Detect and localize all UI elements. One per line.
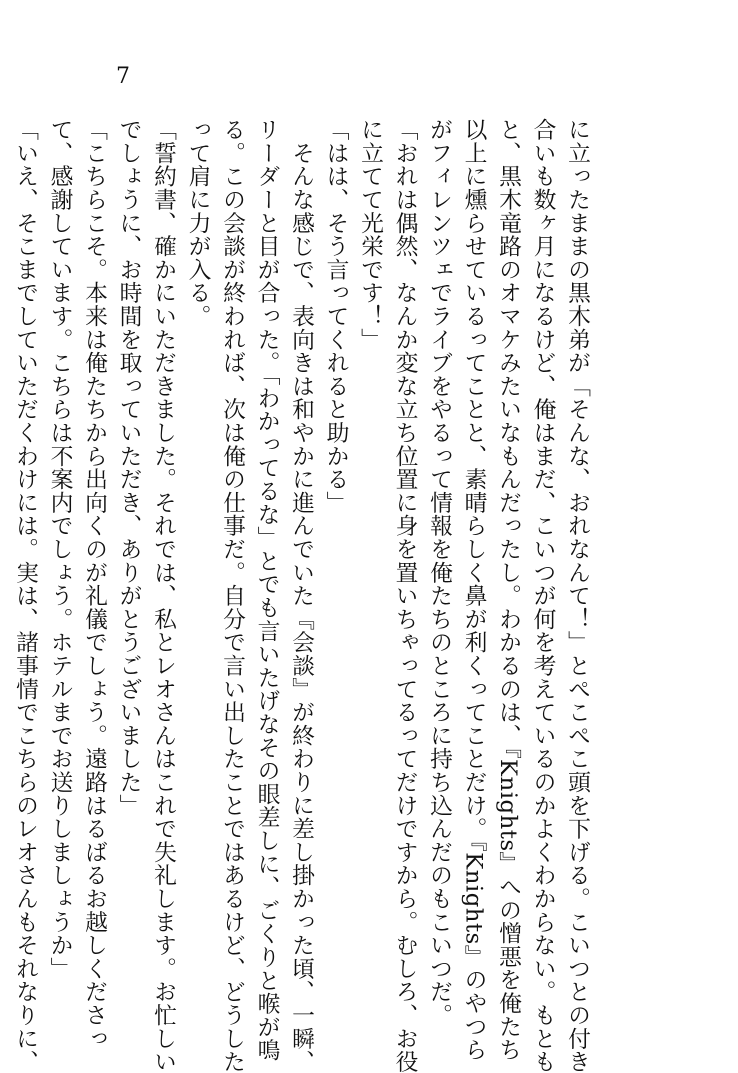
text-line: に立ったままの黒木弟が「そんな、おれなんて！」とぺこぺこ頭を下げる。こいつとの付き: [564, 118, 590, 1073]
text-line: がフィレンツェでライブをやるって情報を俺たちのところに持ち込んだのもこいつだ。: [426, 118, 452, 1027]
text-line: 以上に燻らせているってことと、素晴らしく鼻が利くってことだけ。『Knights』のやつら: [460, 118, 487, 1062]
text-line: に立てて光栄です！」: [357, 118, 383, 351]
text-line: でしょうに、お時間を取っていただき、ありがとうございました」: [115, 118, 142, 817]
text-line: 「いえ、そこまでしていただくわけには。実は、諸事情でこちらのレオさんもそれなりに、: [12, 118, 38, 1073]
text-line: リーダーと目が合った。「わかってるな」とでも言いたげなその眼差しに、ごくりと喉が鳴: [253, 118, 280, 1062]
text-line: 合いも数ヶ月になるけど、俺はまだ、こいつが何を考えているのかよくわからない。もとも: [529, 118, 556, 1073]
text-line: と、黒木竜路のオマケみたいなもんだったし。わかるのは、『Knights』への憎悪を俺たち: [495, 118, 521, 1062]
page-number: 7: [116, 64, 130, 89]
text-line: る。この会談が終われば、次は俺の仕事だ。自分で言い出したことではあるけど、どうした: [219, 118, 245, 1073]
text-line: 「はは、そう言ってくれると助かる」: [322, 118, 349, 515]
text-line: て、感謝しています。こちらは不案内でしょう。ホテルまでお送りしましょうか」: [46, 118, 73, 981]
body-text: [12, 118, 594, 1073]
text-line: そんな感じで、表向きは和やかに進んでいた『会談』が終わりに差し掛かった頃、一瞬、: [288, 118, 314, 1073]
text-line: って肩に力が入る。: [184, 118, 211, 328]
text-line: 「誓約書、確かにいただきました。それでは、私とレオさんはこれで失礼します。お忙しい: [150, 118, 176, 1073]
text-line: 「おれは偶然、なんか変な立ち位置に身を置いちゃってるってだけですから。むしろ、お役: [391, 118, 418, 1073]
text-line: 「こちらこそ。本来は俺たちから出向くのが礼儀でしょう。遠路はるばるお越しくださっ: [81, 118, 107, 1050]
